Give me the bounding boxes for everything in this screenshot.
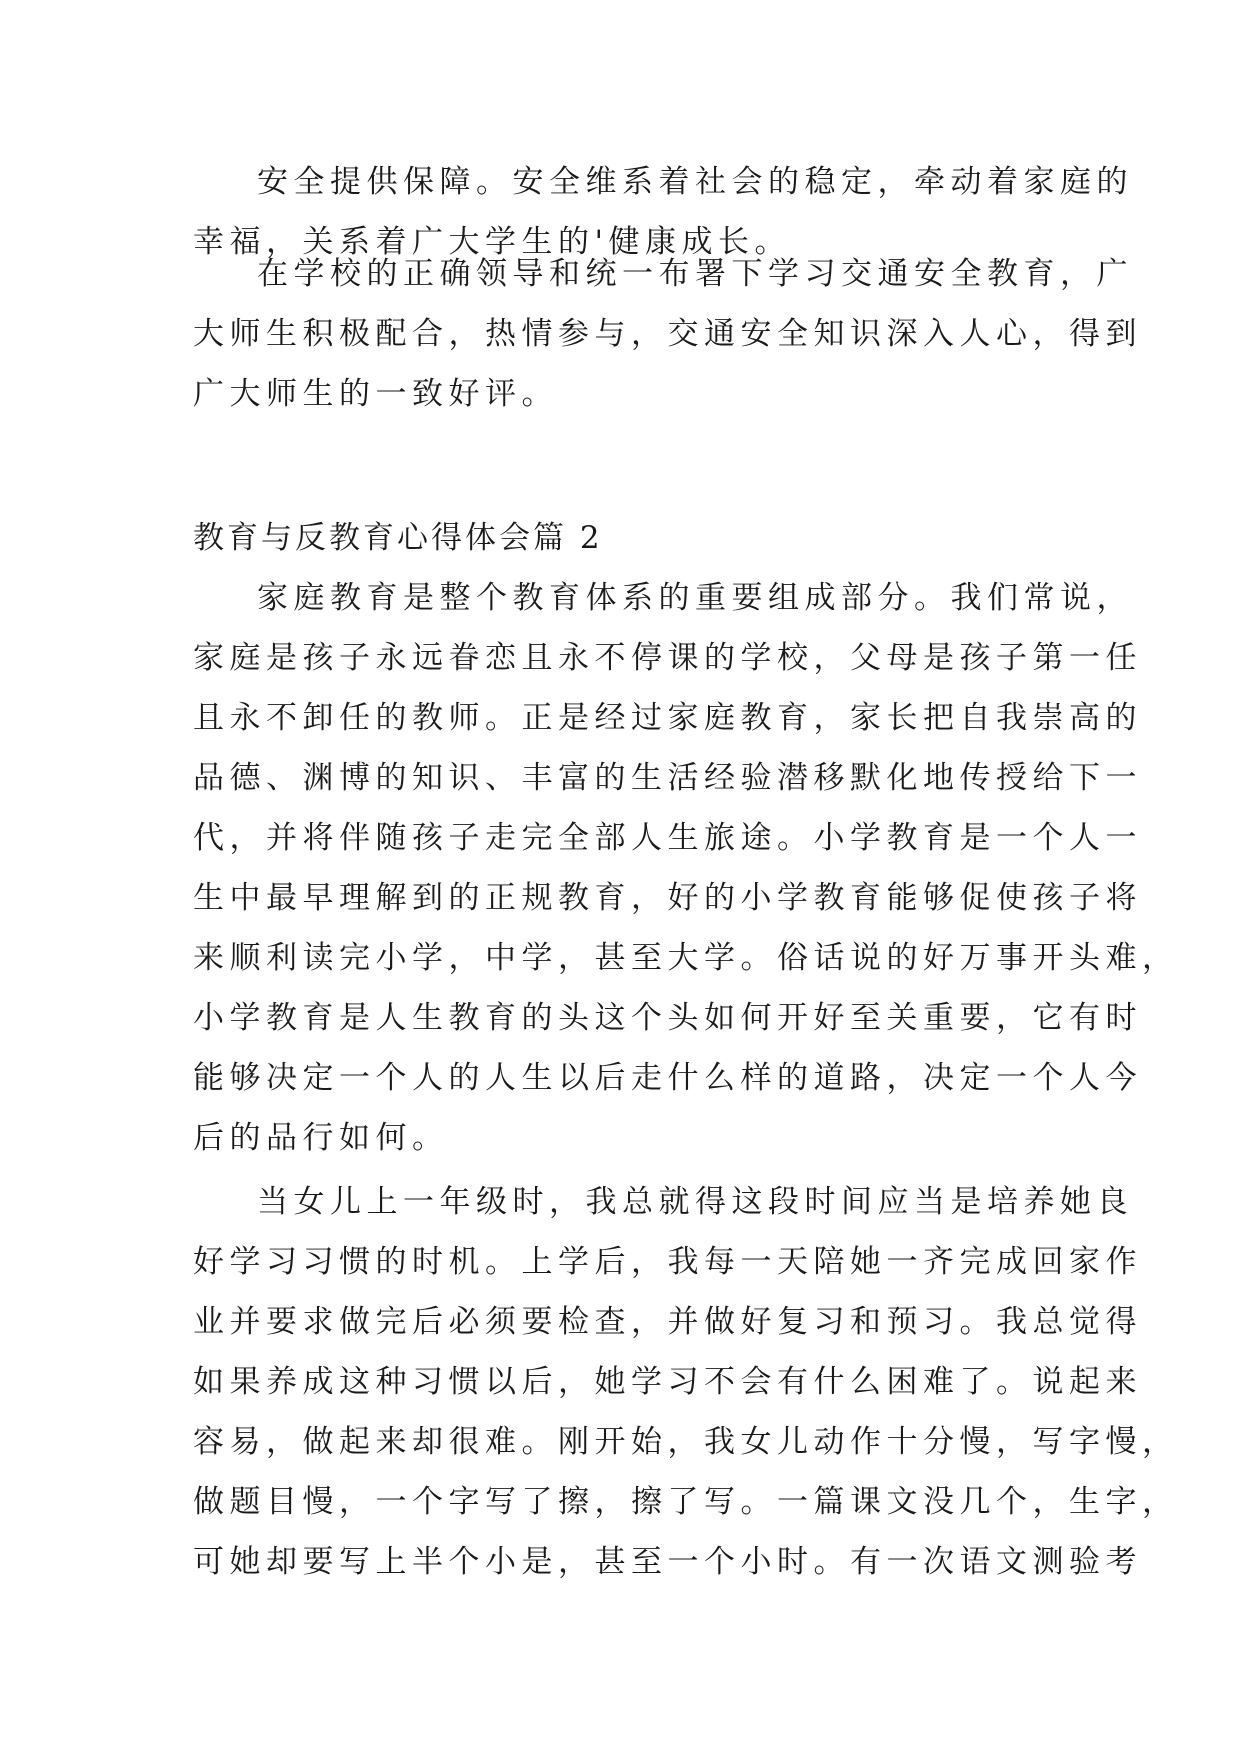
- text-line: 小学教育是人生教育的头这个头如何开好至关重要，它有时: [193, 1000, 1142, 1036]
- text-line: 能够决定一个人的人生以后走什么样的道路，决定一个人今: [193, 1060, 1142, 1096]
- text-line: 生中最早理解到的正规教育，好的小学教育能够促使孩子将: [193, 880, 1142, 916]
- text-line: 代，并将伴随孩子走完全部人生旅途。小学教育是一个人一: [193, 820, 1142, 856]
- text-line: 业并要求做完后必须要检查，并做好复习和预习。我总觉得: [193, 1304, 1142, 1340]
- text-line: 大师生积极配合，热情参与，交通安全知识深入人心，得到: [193, 316, 1142, 352]
- text-line: 好学习习惯的时机。上学后，我每一天陪她一齐完成回家作: [193, 1244, 1142, 1280]
- text-line: 安全提供保障。安全维系着社会的稳定，牵动着家庭的: [257, 164, 1133, 200]
- text-line: 做题目慢，一个字写了擦，擦了写。一篇课文没几个，生字，: [193, 1484, 1179, 1520]
- text-line: 幸福，关系着广大学生的'健康成长。: [193, 224, 792, 260]
- text-line: 可她却要写上半个小是，甚至一个小时。有一次语文测验考: [193, 1544, 1142, 1580]
- text-line: 后的品行如何。: [193, 1120, 449, 1156]
- text-line: 家庭是孩子永远眷恋且永不停课的学校，父母是孩子第一任: [193, 640, 1142, 676]
- paragraph-family-education: [193, 568, 1179, 1168]
- text-line: 品德、渊博的知识、丰富的生活经验潜移默化地传授给下一: [193, 760, 1142, 796]
- paragraph-traffic-safety: [193, 244, 1142, 424]
- text-line: 当女儿上一年级时，我总就得这段时间应当是培养她良: [257, 1184, 1133, 1220]
- text-line: 在学校的正确领导和统一布署下学习交通安全教育，广: [257, 256, 1133, 292]
- text-line: 如果养成这种习惯以后，她学习不会有什么困难了。说起来: [193, 1364, 1142, 1400]
- text-line: 来顺利读完小学，中学，甚至大学。俗话说的好万事开头难，: [193, 940, 1179, 976]
- paragraph-daughter: [193, 1172, 1179, 1592]
- text-line: 广大师生的一致好评。: [193, 376, 558, 412]
- section-heading: 教育与反教育心得体会篇 2: [193, 520, 603, 556]
- text-line: 家庭教育是整个教育体系的重要组成部分。我们常说，: [257, 580, 1133, 616]
- text-line: 容易，做起来却很难。刚开始，我女儿动作十分慢，写字慢，: [193, 1424, 1179, 1460]
- text-line: 且永不卸任的教师。正是经过家庭教育，家长把自我崇高的: [193, 700, 1142, 736]
